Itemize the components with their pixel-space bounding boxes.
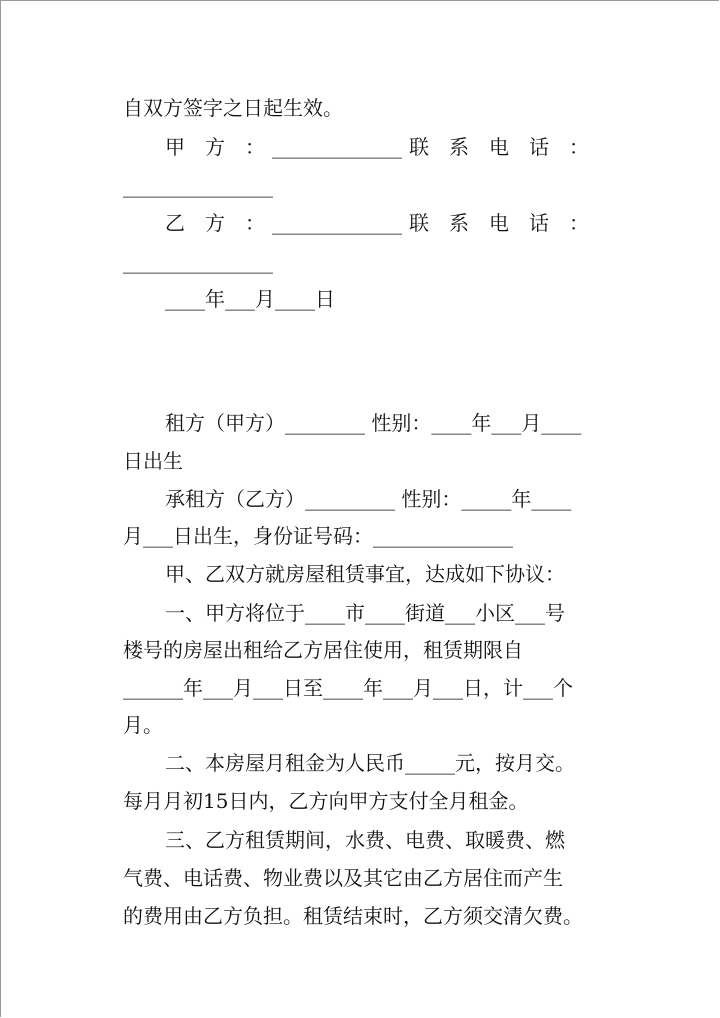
clause-1-line-1: 一、甲方将位于____市____街道___小区___号 <box>165 601 565 625</box>
clause-1-line-3: ______年___月___日至____年___月___日，计___个 <box>123 676 573 700</box>
clause-2-line-1: 二、本房屋月租金为人民币_____元，按月交。 <box>165 751 575 775</box>
party-b-row <box>165 210 589 236</box>
clause-3-line-2: 气费、电话费、物业费以及其它由乙方居住而产生 <box>123 866 563 890</box>
clause-1-line-2: 楼号的房屋出租给乙方居住使用，租赁期限自 <box>123 638 523 662</box>
party-a-phone-blank: _______________ <box>123 174 273 198</box>
party-b-label: 乙 方 ： <box>165 211 265 235</box>
party-a-row <box>165 134 589 160</box>
clause-3-line-3: 的费用由乙方负担。租赁结束时，乙方须交清欠费。 <box>123 904 583 928</box>
signing-date-line: ____年___月____日 <box>165 287 335 311</box>
party-b-name-blank: _____________ <box>272 211 402 235</box>
landlord-info-line: 租方（甲方）________ 性别：____年___月____ <box>165 411 582 435</box>
clause-2-line-2: 每月月初15日内，乙方向甲方支付全月租金。 <box>123 789 529 813</box>
party-a-contact-label: 联 系 电 话 ： <box>409 135 589 159</box>
agreement-intro: 甲、乙双方就房屋租赁事宜，达成如下协议： <box>165 562 565 586</box>
clause-1-line-4: 月。 <box>123 713 163 737</box>
text-line: 自双方签字之日起生效。 <box>123 96 343 120</box>
landlord-info-line-2: 日出生 <box>123 449 183 473</box>
party-a-name-blank: _____________ <box>272 135 402 159</box>
party-a-label: 甲 方 ： <box>165 135 265 159</box>
party-b-contact-label: 联 系 电 话 ： <box>409 211 589 235</box>
party-b-phone-blank: _______________ <box>123 250 273 274</box>
clause-3-line-1: 三、乙方租赁期间，水费、电费、取暖费、燃 <box>165 828 565 852</box>
tenant-info-line-2: 月___日出生，身份证号码：______________ <box>123 524 513 548</box>
tenant-info-line: 承租方（乙方）_________ 性别：_____年____ <box>165 487 572 511</box>
